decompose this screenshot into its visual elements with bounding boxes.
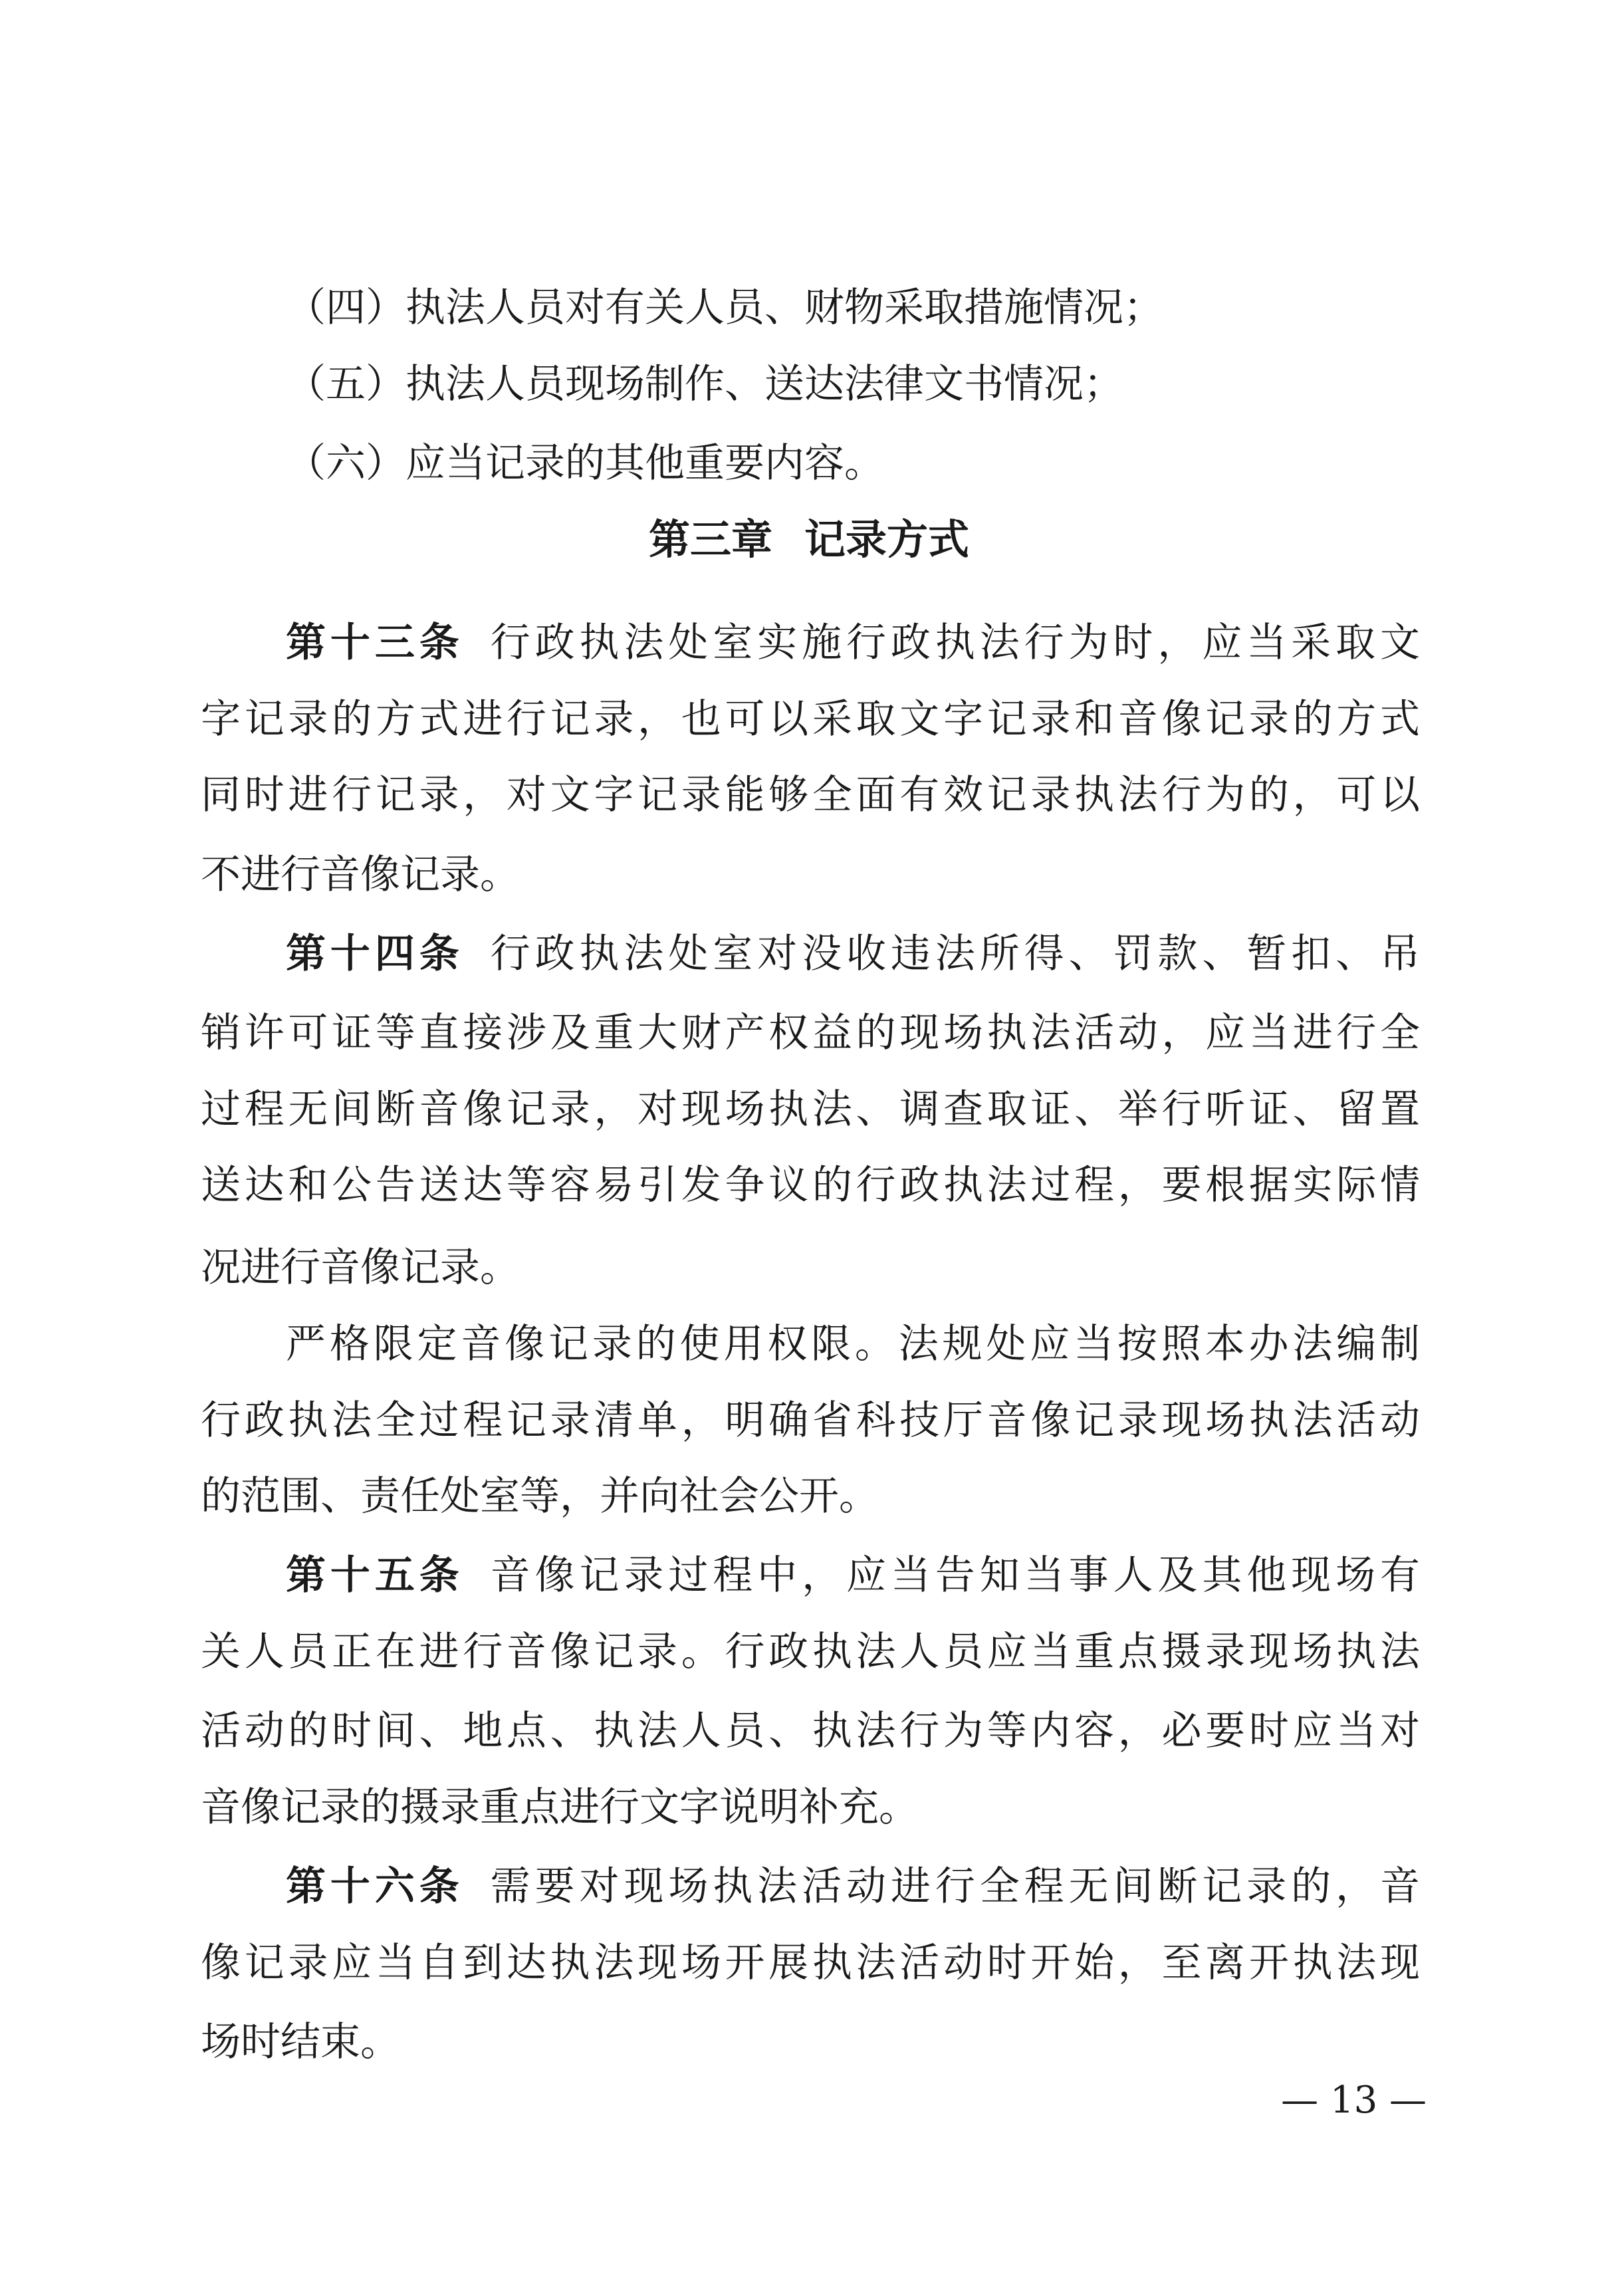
line-text: 场时结束。	[201, 2019, 400, 2065]
line-text: 同时进行记录，对文字记录能够全面有效记录执法行为的，可以	[201, 772, 1420, 818]
chapter-title: 记录方式	[804, 515, 970, 564]
line-text: 送达和公告送达等容易引发争议的行政执法过程，要根据实际情	[201, 1162, 1420, 1208]
line-text: 字记录的方式进行记录，也可以采取文字记录和音像记录的方式	[201, 696, 1420, 743]
paragraph-line	[201, 1704, 1420, 1758]
line-text: 音像记录过程中，应当告知当事人及其他现场有	[490, 1552, 1421, 1599]
paragraph-line	[201, 1470, 879, 1523]
article-number: 第十四条	[286, 931, 464, 977]
line-text: 况进行音像记录。	[201, 1244, 520, 1291]
line-text: 行政执法全过程记录清单，明确省科技厅音像记录现场执法活动	[201, 1397, 1420, 1444]
paragraph-first-line	[286, 927, 1420, 980]
article-number: 第十五条	[286, 1552, 464, 1599]
paragraph-first-line	[286, 1860, 1420, 1913]
line-text: 不进行音像记录。	[201, 852, 520, 898]
line-text: 严格限定音像记录的使用权限。法规处应当按照本办法编制	[286, 1321, 1420, 1367]
line-text: 音像记录的摄录重点进行文字说明补充。	[201, 1784, 919, 1831]
paragraph-line	[201, 1083, 1420, 1136]
line-text: 关人员正在进行音像记录。行政执法人员应当重点摄录现场执法	[201, 1629, 1420, 1675]
line-text: 需要对现场执法活动进行全程无间断记录的，音	[490, 1863, 1421, 1910]
line-text: 行政执法处室实施行政执法行为时，应当采取文	[490, 620, 1421, 666]
page-number: — 13 —	[1281, 2079, 1427, 2122]
paragraph-line	[201, 1781, 919, 1834]
line-text: 销许可证等直接涉及重大财产权益的现场执法活动，应当进行全	[201, 1010, 1420, 1056]
paragraph-first-line	[286, 1549, 1420, 1602]
line-text: 过程无间断音像记录，对现场执法、调查取证、举行听证、留置	[201, 1086, 1420, 1133]
article-number: 第十三条	[286, 620, 464, 666]
list-item: （六）应当记录的其他重要内容。	[286, 440, 884, 487]
paragraph-line	[201, 1625, 1420, 1678]
paragraph-line	[201, 1241, 520, 1294]
paragraph-line	[201, 1159, 1420, 1212]
paragraph-line	[201, 1936, 1420, 1990]
paragraph-line	[201, 768, 1420, 822]
line-text: 的范围、责任处室等，并向社会公开。	[201, 1473, 879, 1520]
paragraph-first-line	[286, 1318, 1420, 1371]
article-number: 第十六条	[286, 1863, 464, 1910]
list-item: （四）执法人员对有关人员、财物采取措施情况；	[286, 285, 1163, 331]
line-text: 行政执法处室对没收违法所得、罚款、暂扣、吊	[490, 931, 1421, 977]
paragraph-line	[201, 693, 1420, 746]
line-text: 活动的时间、地点、执法人员、执法行为等内容，必要时应当对	[201, 1708, 1420, 1754]
paragraph-line	[201, 1394, 1420, 1447]
chapter-number: 第三章	[648, 515, 772, 564]
chapter-heading	[0, 513, 1618, 566]
paragraph-line	[201, 1006, 1420, 1060]
paragraph-line	[201, 2015, 400, 2069]
paragraph-first-line	[286, 616, 1420, 669]
list-item: （五）执法人员现场制作、送达法律文书情况；	[286, 361, 1123, 407]
paragraph-line	[201, 848, 520, 901]
line-text: 像记录应当自到达执法现场开展执法活动时开始，至离开执法现	[201, 1940, 1420, 1986]
